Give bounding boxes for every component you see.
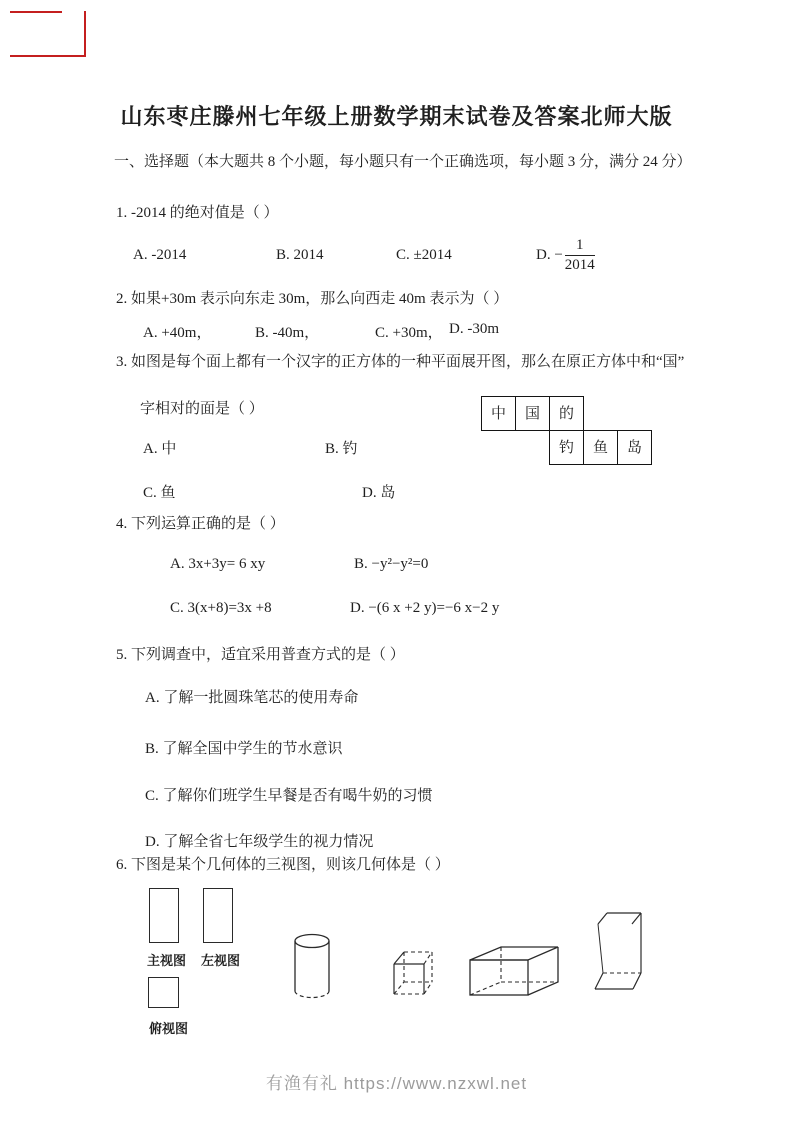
q1-option-d: [536, 237, 595, 274]
q3-option-c: C. 鱼: [143, 485, 176, 501]
page-title: 山东枣庄滕州七年级上册数学期末试卷及答案北师大版: [120, 104, 673, 129]
net-cell: 鱼: [583, 430, 618, 465]
q5-option-a: A. 了解一批圆珠笔芯的使用寿命: [145, 690, 359, 706]
front-view-label: 主视图: [147, 953, 187, 968]
left-view-rectangle: [203, 888, 233, 943]
q5-stem: 5. 下列调查中，适宜采用普查方式的是（ ）: [116, 647, 405, 663]
net-cell: 中: [481, 396, 516, 431]
q1-option-a: A. -2014: [133, 247, 187, 263]
q2-option-d: D. -30m: [449, 321, 499, 337]
q4-option-d: D. −(6 x +2 y)=−6 x−2 y: [350, 600, 500, 616]
left-view-label: 左视图: [201, 953, 241, 968]
net-cell: 岛: [617, 430, 652, 465]
q2-option-b: B. -40m，: [255, 325, 320, 341]
figure-oblique-prism: [593, 911, 643, 993]
q3-option-d: D. 岛: [362, 485, 396, 501]
q3-stem-line2: 字相对的面是（ ）: [140, 401, 264, 417]
net-cell: 的: [549, 396, 584, 431]
q4-option-b: B. −y²−y²=0: [354, 556, 429, 572]
red-corner-mark-bottom-line: [10, 55, 86, 57]
q5-option-d: D. 了解全省七年级学生的视力情况: [145, 834, 374, 850]
footer-watermark: 有渔有礼 https://www.nzxwl.net: [265, 1074, 528, 1093]
q4-option-c: C. 3(x+8)=3x +8: [170, 600, 272, 616]
q6-stem: 6. 下图是某个几何体的三视图，则该几何体是（ ）: [116, 857, 450, 873]
cube-net-diagram: [481, 396, 653, 466]
fraction-numerator: 1: [565, 237, 595, 256]
q4-option-a: A. 3x+3y= 6 xy: [170, 556, 266, 572]
q1-option-b: B. 2014: [276, 247, 324, 263]
fraction-denominator: 2014: [564, 257, 595, 273]
section-header: 一、选择题（本大题共 8 个小题，每小题只有一个正确选项，每小题 3 分，满分 24 分）: [114, 154, 692, 170]
red-corner-mark-right-line: [84, 11, 86, 57]
figure-cuboid: [468, 944, 560, 998]
q5-option-b: B. 了解全国中学生的节水意识: [145, 741, 343, 757]
q3-option-b: B. 钓: [325, 441, 358, 457]
q1-option-c: C. ±2014: [396, 247, 452, 263]
q2-option-c: C. +30m，: [375, 325, 443, 341]
figure-cylinder: [293, 933, 331, 999]
q4-stem: 4. 下列运算正确的是（ ）: [116, 516, 285, 532]
front-view-rectangle: [149, 888, 179, 943]
net-cell: 国: [515, 396, 550, 431]
figure-cube-wireframe: [386, 946, 436, 999]
q1-option-d-prefix: D. −: [536, 247, 563, 263]
q5-option-c: C. 了解你们班学生早餐是否有喝牛奶的习惯: [145, 788, 433, 804]
q3-stem-line1: 3. 如图是每个面上都有一个汉字的正方体的一种平面展开图，那么在原正方体中和“国”: [116, 354, 685, 370]
q2-option-a: A. +40m，: [143, 325, 212, 341]
top-view-label: 俯视图: [149, 1021, 189, 1036]
q1-stem: 1. -2014 的绝对值是（ ）: [116, 205, 279, 221]
q3-option-a: A. 中: [143, 441, 177, 457]
q2-stem: 2. 如果+30m 表示向东走 30m，那么向西走 40m 表示为（ ）: [116, 291, 509, 307]
net-cell: 钓: [549, 430, 584, 465]
red-corner-mark-top-line: [10, 11, 62, 13]
top-view-square: [148, 977, 179, 1008]
q1-option-d-fraction: [565, 237, 595, 274]
